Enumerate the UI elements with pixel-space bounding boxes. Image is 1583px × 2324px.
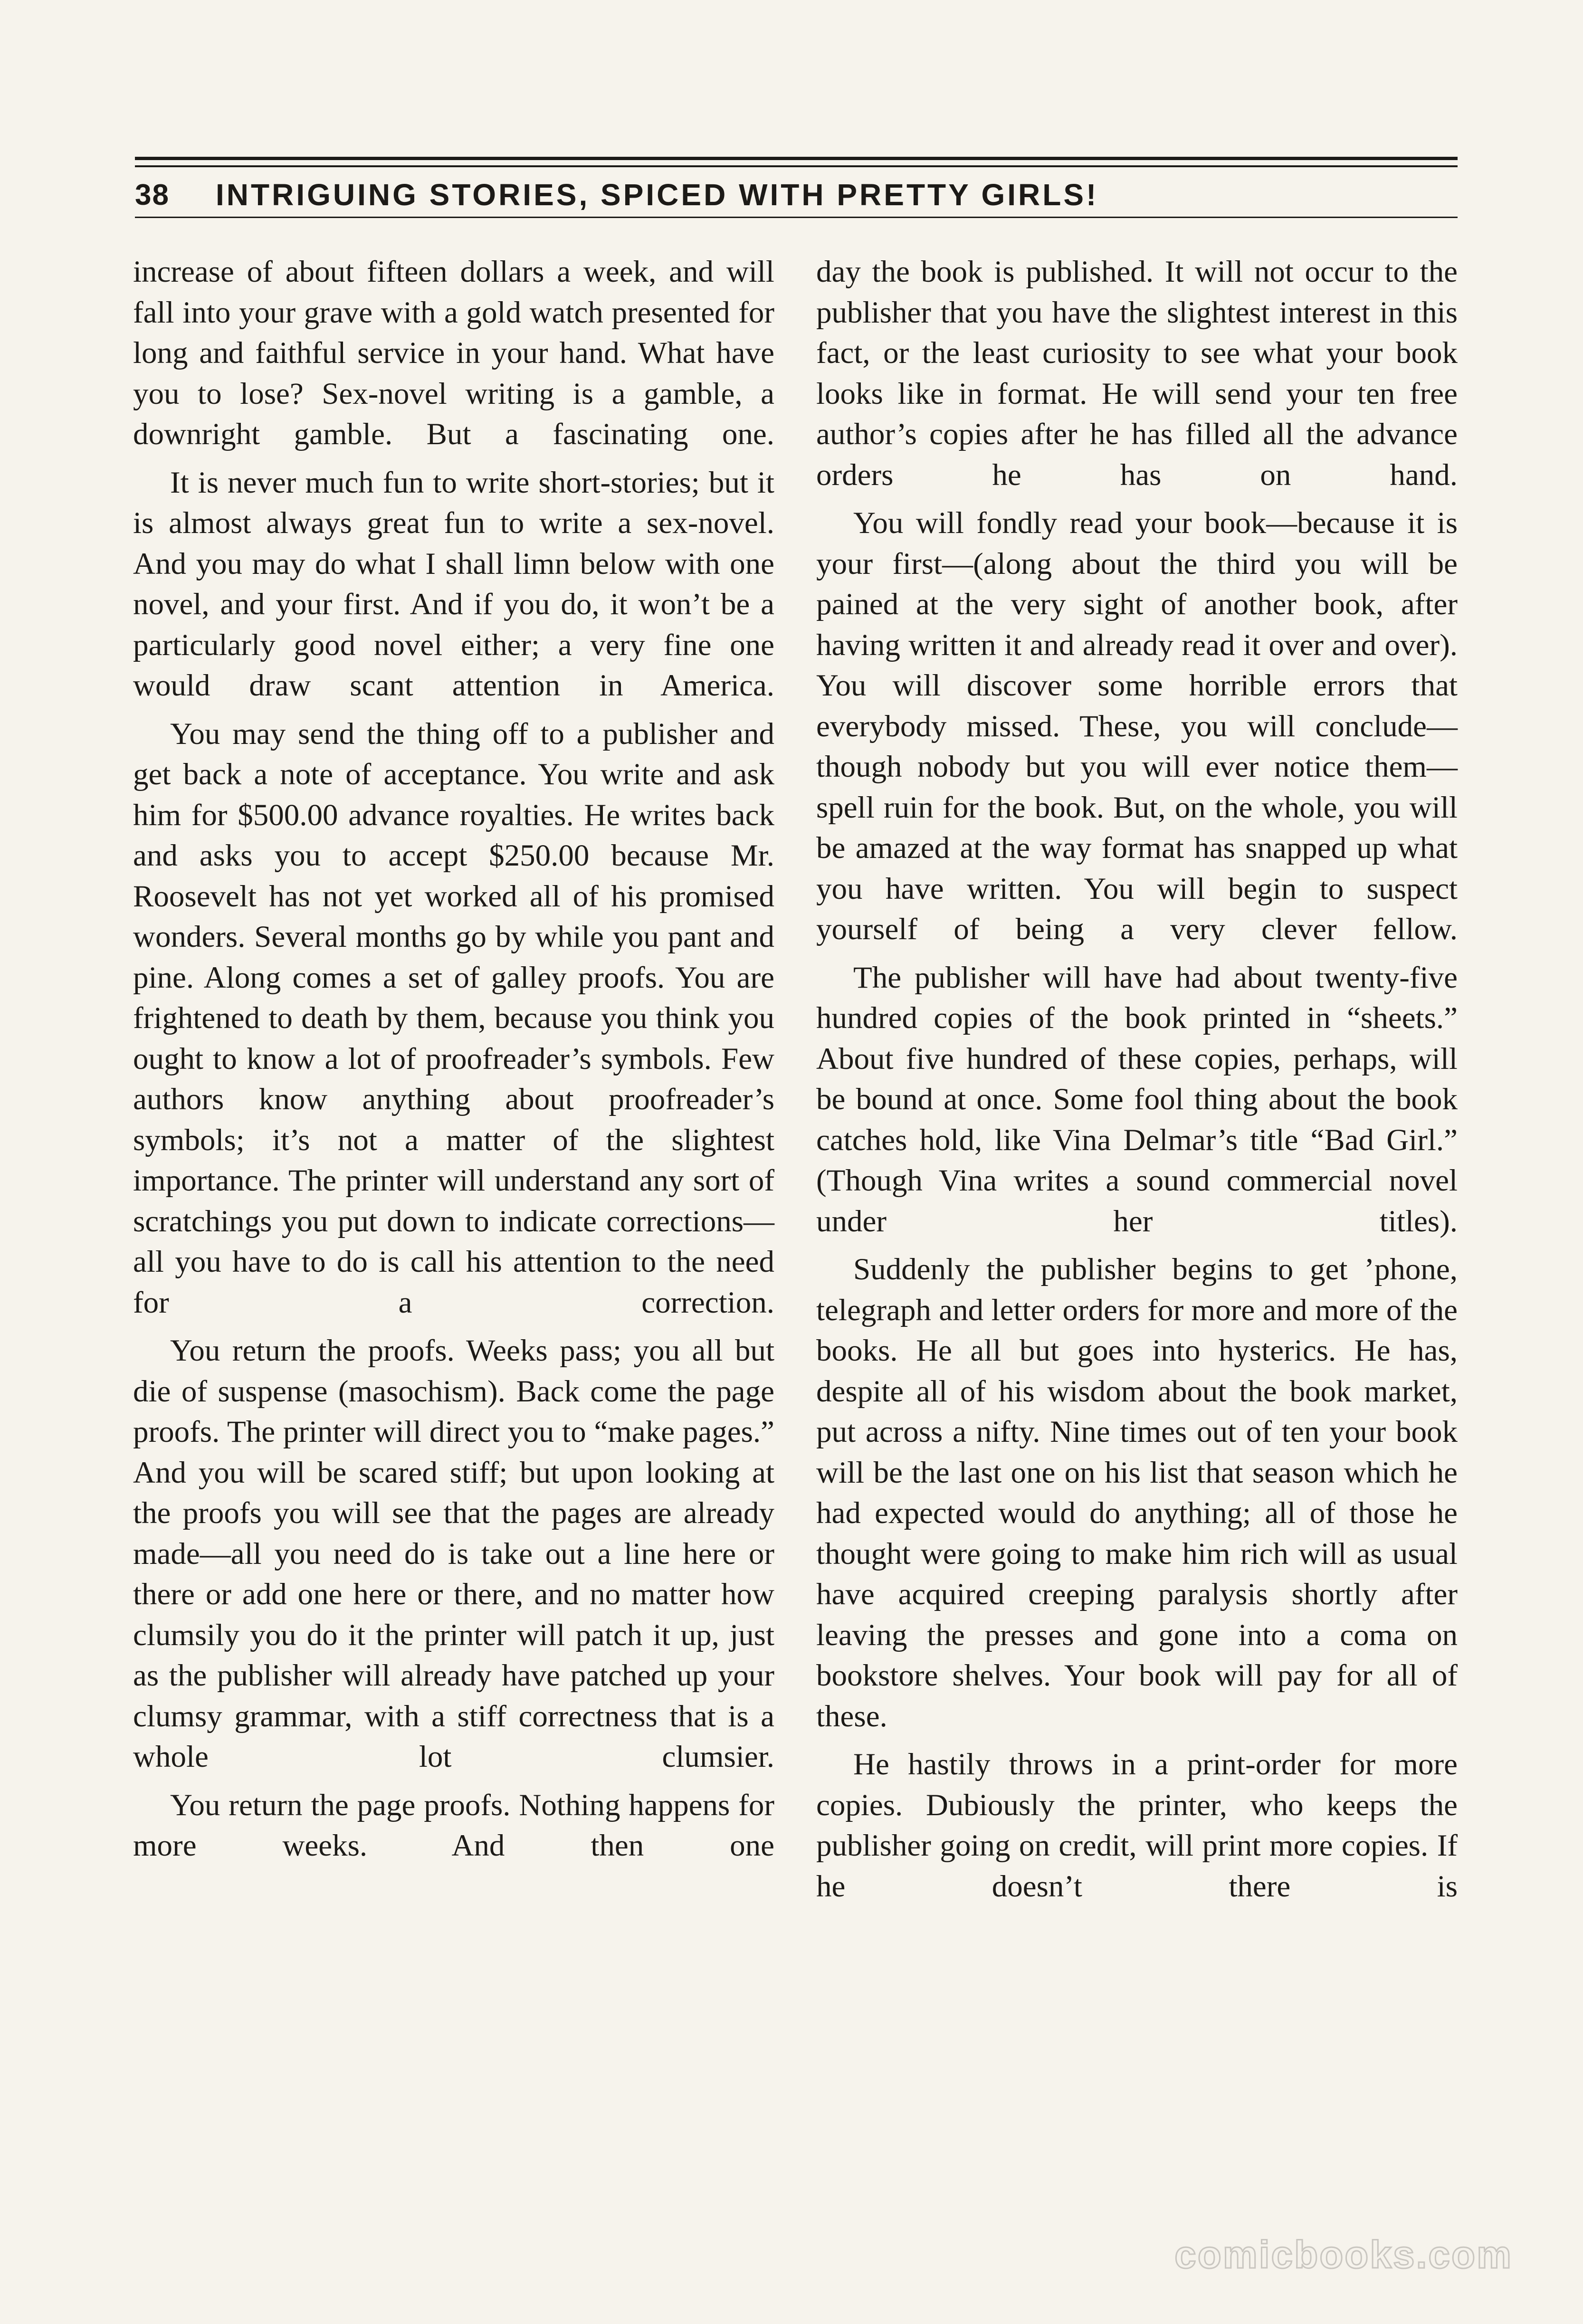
paragraph: You return the page proofs. Nothing happens for more weeks. And then one xyxy=(133,1788,774,1863)
page-number: 38 xyxy=(135,178,170,211)
right-text-column xyxy=(816,252,1458,1914)
header-double-rule-upper xyxy=(135,157,1458,160)
paragraph: You return the proofs. Weeks pass; you all but die of suspense (masochism). Back come the page proofs. The printer will direct you to “make pages.” And you will be scared stiff; but upon looking at the proofs you will see that the pages are already made—all you need do is take out a line here or there or add one here or there, and no matter how clumsily you do it the printer will patch it up, just as the publisher will already have patched up your clumsy grammar, with a stiff correctness that is a whole lot clumsier. xyxy=(133,1333,774,1774)
running-title: INTRIGUING STORIES, SPICED WITH PRETTY GIRLS! xyxy=(216,178,1099,212)
header-underline-rule xyxy=(135,217,1458,218)
site-watermark: comicbooks.com xyxy=(1174,2233,1513,2276)
left-text-column xyxy=(133,252,774,1874)
paragraph: He hastily throws in a print-order for more copies. Dubiously the printer, who keeps the publisher going on credit, will print more copies. If he doesn’t there is xyxy=(816,1747,1458,1904)
paragraph: You may send the thing off to a publisher and get back a note of acceptance. You write and ask him for $500.00 advance royalties. He writes back and asks you to accept $250.00 because Mr. Roosevelt has not yet worked all of his promised wonders. Several months go by while you pant and pine. Along comes a set of galley proofs. You are frightened to death by them, because you think you ought to know a lot of proofreader’s symbols. Few authors know anything about proofreader’s symbols; it’s not a matter of the slightest importance. The printer will understand any sort of scratchings you put down to indicate corrections—all you have to do is call his attention to the need for a correction. xyxy=(133,716,774,1320)
paragraph: increase of about fifteen dollars a week, and will fall into your grave with a gold watch presented for long and faithful service in your hand. What have you to lose? Sex-novel writing is a gamble, a downright gamble. But a fascinating one. xyxy=(133,255,774,451)
paragraph: The publisher will have had about twenty-five hundred copies of the book printed in “sheets.” About five hundred of these copies, perhaps, will be bound at once. Some fool thing about the book catches hold, like Vina Delmar’s title “Bad Girl.” (Though Vina writes a sound commercial novel under her titles). xyxy=(816,960,1458,1238)
paragraph: Suddenly the publisher begins to get ’phone, telegraph and letter orders for more and more of the books. He all but goes into hysterics. He has, despite all of his wisdom about the book market, put across a nifty. Nine times out of ten your book will be the last one on his list that season which he had expected would do anything; all of those he thought were going to make him rich will as usual have acquired creeping paralysis shortly after leaving the presses and gone into a coma on bookstore shelves. Your book will pay for all of these. xyxy=(816,1252,1458,1733)
header-double-rule-lower xyxy=(135,165,1458,167)
page-header xyxy=(135,172,1458,218)
paragraph: You will fondly read your book—because it is your first—(along about the third you will be pained at the very sight of another book, after having written it and already read it over and over). You will discover some horrible errors that everybody missed. These, you will conclude—though nobody but you will ever notice them—spell ruin for the book. But, on the whole, you will be amazed at the way format has snapped up what you have written. You will begin to suspect yourself of being a very clever fellow. xyxy=(816,506,1458,946)
paragraph: It is never much fun to write short-stories; but it is almost always great fun to write a sex-novel. And you may do what I shall limn below with one novel, and your first. And if you do, it won’t be a particularly good novel either; a very fine one would draw scant attention in America. xyxy=(133,465,774,703)
paragraph: day the book is published. It will not occur to the publisher that you have the slightest interest in this fact, or the least curiosity to see what your book looks like in format. He will send your ten free author’s copies after he has filled all the advance orders he has on hand. xyxy=(816,255,1458,492)
